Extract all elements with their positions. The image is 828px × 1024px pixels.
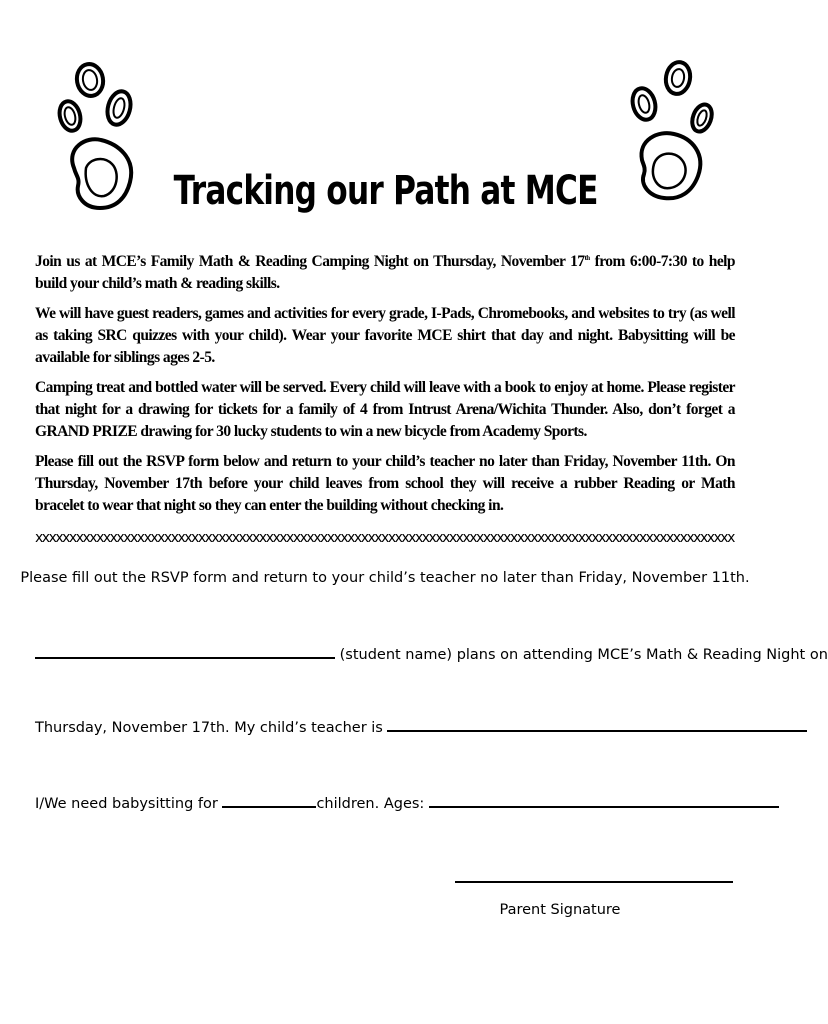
ages-label: children. Ages: [316,796,429,812]
signature-blank[interactable] [455,881,733,883]
intro-text-end: from 6:00-7:30 to help build your child’s math & reading skills. [35,253,735,293]
ordinal-suffix: th [584,254,590,262]
student-name-blank[interactable] [35,645,335,659]
rsvp-line-babysitting [35,794,779,812]
rsvp-line-student [35,645,828,663]
event-description [35,247,735,525]
intro-text-start: Join us at MCE’s Family Math & Reading Camping Night on Thursday, November 17 [35,253,585,271]
paragraph-treats: Camping treat and bottled water will be served. Every child will leave with a book to enjoy at home. Please register that night for a drawing for tickets for a family of 4 from Intrust Arena/Wichita Thunder. Also, don’t forget a GRAND PRIZE drawing for 30 lucky students to win a new bicycle from Academy Sports. [35,379,735,441]
rsvp-note: Please fill out the RSVP form and return to your child’s teacher no later than Friday, November 11th. [20,570,750,586]
paragraph-activities: We will have guest readers, games and activities for every grade, I-Pads, Chromebooks, and websites to try (as well as taking SRC quizzes with your child). Wear your favorite MCE shirt that day and night. Babysitting will be available for siblings ages 2-5. [35,305,735,367]
teacher-name-blank[interactable] [387,718,807,732]
paragraph-intro [35,247,735,295]
cut-line-divider: xxxxxxxxxxxxxxxxxxxxxxxxxxxxxxxxxxxxxxxxxxxxxxxxxxxxxxxxxxxxxxxxxxxxxxxxxxxxxxxxxxxxxxxxxxxxxxxxxxxxxxx [35,530,734,546]
babysitting-label: I/We need babysitting for [35,796,223,812]
student-line-label: (student name) plans on attending MCE’s Math & Reading Night on [335,647,828,663]
signature-label: Parent Signature [499,902,621,918]
page-title: Tracking our Path at MCE [173,168,598,214]
ages-blank[interactable] [429,794,779,808]
paragraph-rsvp-instructions: Please fill out the RSVP form below and return to your child’s teacher no later than Friday, November 11th. On Thursday, November 17th before your child leaves from school they will receive a rubber Reading or Math bracelet to wear that night so they can enter the building without checking in. [35,453,735,515]
rsvp-line-teacher [35,718,807,736]
teacher-line-label: Thursday, November 17th. My child’s teacher is [35,720,388,736]
children-count-blank[interactable] [222,794,316,808]
